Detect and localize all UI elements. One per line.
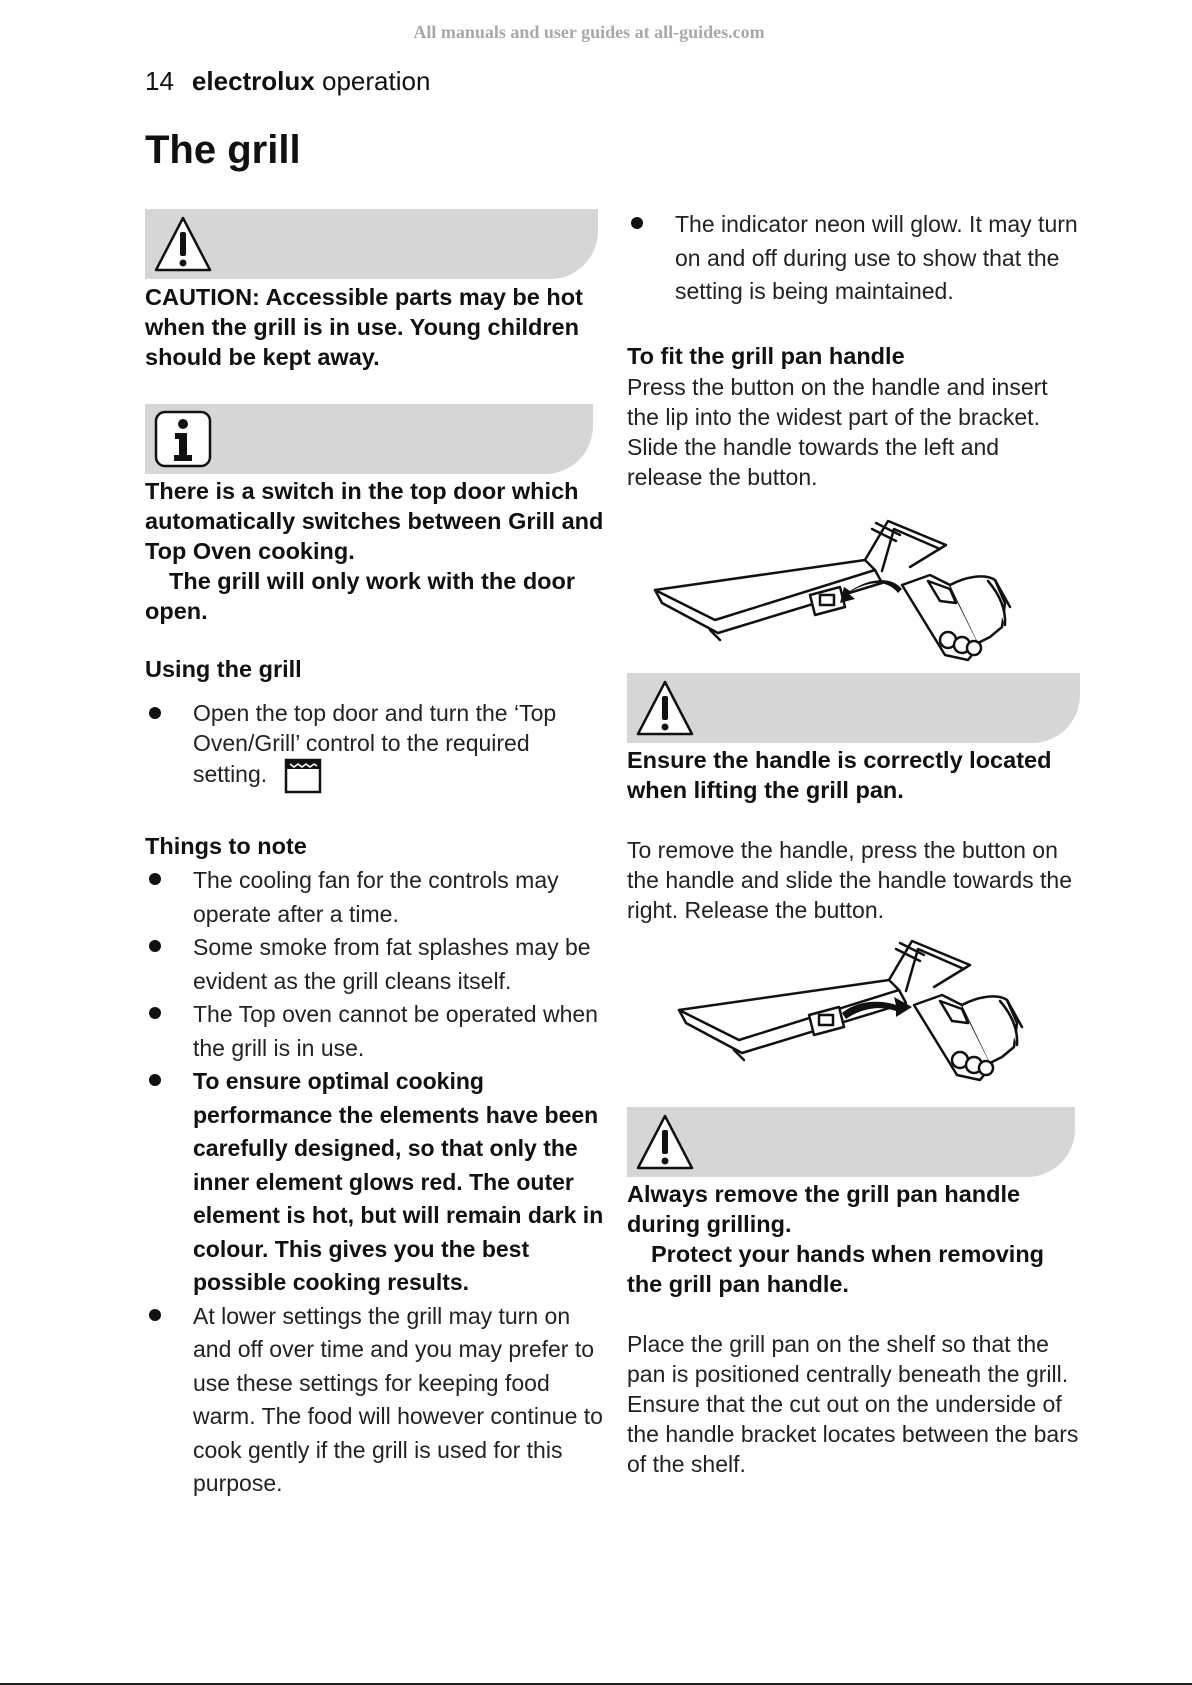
handle-caution-banner bbox=[627, 673, 1080, 743]
list-item: The Top oven cannot be operated when the grill is in use. bbox=[145, 998, 605, 1065]
place-pan-text: Place the grill pan on the shelf so that the pan is positioned centrally beneath the grill. Ensure that the cut out on the underside of the handle bracket locates between the bars of the shelf. bbox=[627, 1331, 1079, 1477]
using-grill-list bbox=[145, 698, 585, 794]
things-to-note-heading: Things to note bbox=[145, 833, 307, 859]
removal-caution-line2: Protect your hands when removing the grill pan handle. bbox=[627, 1241, 1045, 1297]
page-title: The grill bbox=[145, 128, 301, 172]
info-banner bbox=[145, 404, 593, 474]
caution-banner bbox=[145, 209, 598, 279]
list-item bbox=[145, 698, 585, 794]
using-grill-step: Open the top door and turn the ‘Top Oven/Grill’ control to the required setting. bbox=[193, 700, 557, 788]
list-item: At lower settings the grill may turn on and off over time and you may prefer to use these settings for keeping food warm. The food will however continue to cook gently if the grill is used for this purpose. bbox=[145, 1300, 605, 1501]
page-number: 14 bbox=[145, 66, 174, 96]
warning-triangle-icon bbox=[153, 214, 213, 274]
warning-triangle-icon bbox=[635, 1112, 695, 1172]
removal-caution-text bbox=[627, 1179, 1077, 1299]
things-to-note-list bbox=[145, 864, 605, 1501]
info-text-line2: The grill will only work with the door open. bbox=[145, 568, 576, 624]
remove-handle-text: To remove the handle, press the button on the handle and slide the handle towards the right. Release the button. bbox=[627, 837, 1072, 923]
list-item: The indicator neon will glow. It may turn on and off during use to show that the setting is being maintained. bbox=[627, 208, 1083, 309]
info-text-line1: There is a switch in the top door which automatically switches between Grill and Top Oven cooking. bbox=[145, 478, 604, 564]
section-name: operation bbox=[321, 66, 431, 96]
handle-caution-text: Ensure the handle is correctly located when lifting the grill pan. bbox=[627, 747, 1052, 803]
info-icon bbox=[153, 409, 213, 469]
watermark: All manuals and user guides at all-guides.com bbox=[413, 22, 765, 42]
removal-caution-line1: Always remove the grill pan handle during grilling. bbox=[627, 1181, 1021, 1237]
warning-triangle-icon bbox=[635, 678, 695, 738]
using-grill-heading: Using the grill bbox=[145, 656, 302, 682]
fit-handle-text: Press the button on the handle and insert the lip into the widest part of the bracket. Slide the handle towards the left and release the button. bbox=[627, 374, 1048, 490]
removal-caution-banner bbox=[627, 1107, 1075, 1177]
fit-handle-illustration bbox=[650, 515, 1020, 665]
fit-handle-heading: To fit the grill pan handle bbox=[627, 343, 905, 369]
brand-name: electrolux bbox=[191, 66, 315, 96]
remove-handle-illustration bbox=[674, 935, 1044, 1085]
list-item: Some smoke from fat splashes may be evident as the grill cleans itself. bbox=[145, 931, 605, 998]
indicator-list bbox=[627, 208, 1083, 309]
list-item: To ensure optimal cooking performance the elements have been carefully designed, so that only the inner element glows red. The outer element is hot, but will remain dark in colour. This gives you the best possible cooking results. bbox=[145, 1065, 605, 1300]
caution-text: CAUTION: Accessible parts may be hot when the grill is in use. Young children should be kept away. bbox=[145, 284, 583, 370]
page-header bbox=[145, 66, 430, 97]
info-text bbox=[145, 476, 605, 626]
grill-setting-icon bbox=[284, 758, 322, 794]
list-item: The cooling fan for the controls may operate after a time. bbox=[145, 864, 605, 931]
